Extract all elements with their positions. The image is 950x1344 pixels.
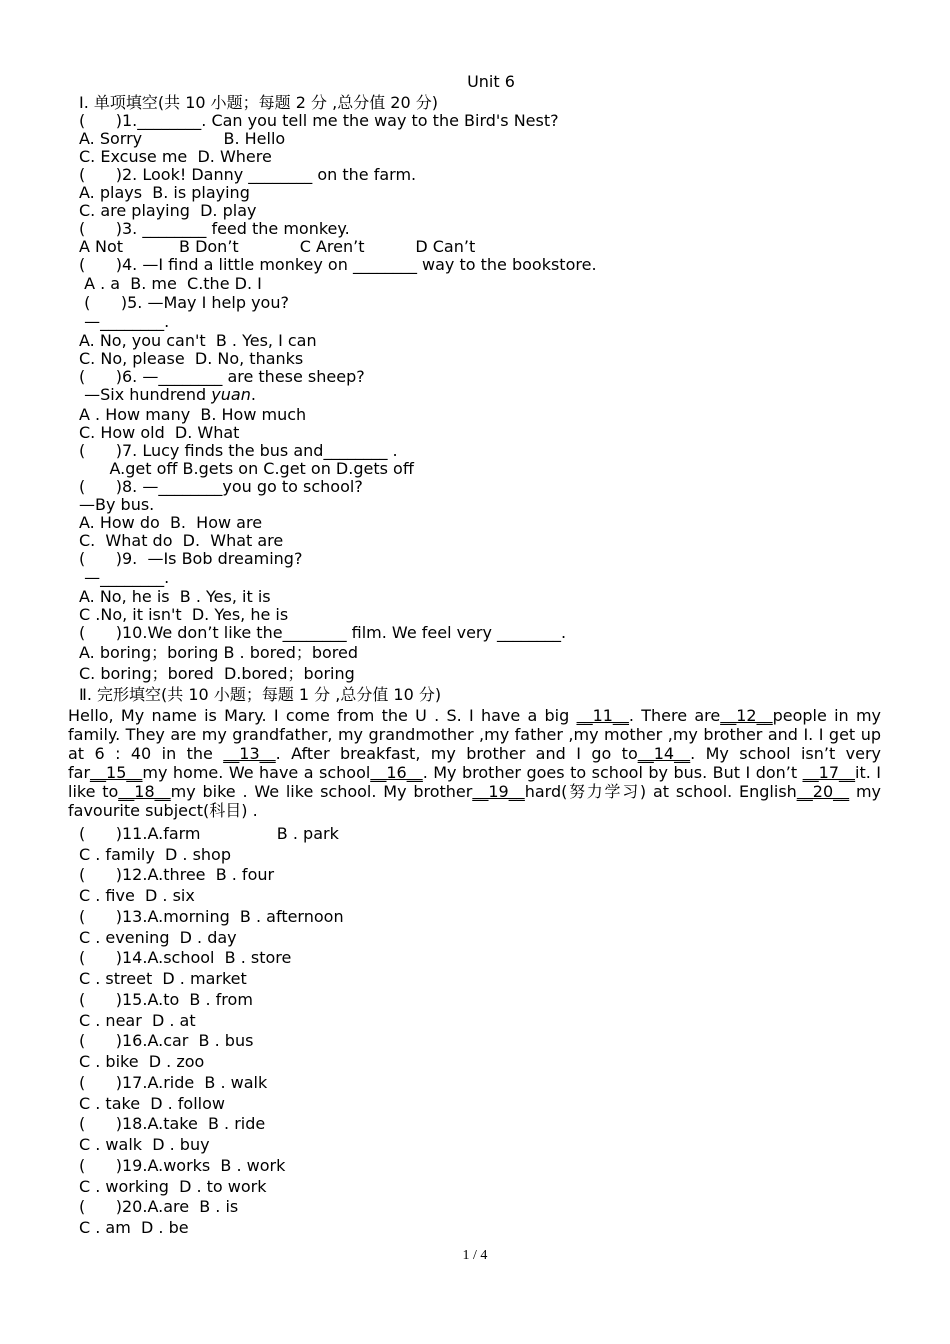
- option-line: C . five D . six: [79, 886, 195, 905]
- option-line: C . street D . market: [79, 969, 247, 988]
- question-line: ( )7. Lucy finds the bus and________ .: [79, 441, 398, 460]
- question-line: ( )6. —________ are these sheep?: [79, 367, 365, 386]
- question-line: ( )11.A.farm B . park: [79, 824, 339, 843]
- page-title: Unit 6: [467, 72, 515, 91]
- answer-line: —By bus.: [79, 495, 155, 514]
- passage-text: people in my family. They are my grandfather, my grandmother ,my father ,my mother ,my brother and I. I get up at 6 : 40 in the: [68, 706, 882, 763]
- option-line: C . working D . to work: [79, 1177, 267, 1196]
- option-line: C . am D . be: [79, 1218, 189, 1237]
- option-line: C . evening D . day: [79, 928, 237, 947]
- question-line: ( )13.A.morning B . afternoon: [79, 907, 344, 926]
- option-line: A. How do B. How are: [79, 513, 263, 532]
- passage-text: Hello, My name is Mary. I come from the U . S. I have a big: [68, 706, 577, 725]
- question-line: ( )3. ________ feed the monkey.: [79, 219, 350, 238]
- question-line: ( )20.A.are B . is: [79, 1197, 239, 1216]
- passage-text: my favourite subject(科目) .: [68, 782, 882, 820]
- passage-text: . My school isn’t very far: [68, 744, 882, 782]
- question-line: ( )17.A.ride B . walk: [79, 1073, 268, 1092]
- option-line: C. boring；bored D.bored；boring: [79, 664, 355, 683]
- question-line: ( )4. —I find a little monkey on ________ way to the bookstore.: [79, 255, 597, 274]
- yuan-word: yuan: [211, 385, 251, 404]
- blank-17: __17__: [802, 763, 855, 782]
- passage-text: it. I like to: [68, 763, 881, 801]
- answer-text: —Six hundrend: [79, 385, 212, 404]
- page-number: 1 / 4: [462, 1248, 488, 1263]
- option-line: A . How many B. How much: [79, 405, 307, 424]
- section-2-header: Ⅱ. 完形填空(共 10 小题；每题 1 分 ,总分值 10 分): [79, 685, 442, 704]
- question-line: ( )9. —Is Bob dreaming?: [79, 549, 303, 568]
- blank-16: __16__: [370, 763, 423, 782]
- question-line: ( )5. —May I help you?: [79, 293, 289, 312]
- option-line: C . family D . shop: [79, 845, 231, 864]
- option-line: A. Sorry B. Hello: [79, 129, 286, 148]
- option-line: A. No, he is B . Yes, it is: [79, 587, 271, 606]
- blank-13: __13__: [223, 744, 276, 763]
- section-1-header: I. 单项填空(共 10 小题；每题 2 分 ,总分值 20 分): [79, 93, 438, 112]
- blank-18: __18__: [118, 782, 171, 801]
- cloze-passage: [68, 706, 881, 820]
- question-line: ( )14.A.school B . store: [79, 948, 292, 967]
- option-line: C .No, it isn't D. Yes, he is: [79, 605, 289, 624]
- question-line: ( )15.A.to B . from: [79, 990, 253, 1009]
- blank-14: __14__: [637, 744, 691, 763]
- option-line: C. Excuse me D. Where: [79, 147, 272, 166]
- option-line: C. What do D. What are: [79, 531, 284, 550]
- option-line: C . take D . follow: [79, 1094, 225, 1113]
- blank-19: __19__: [472, 782, 525, 801]
- option-line: A Not B Don’t C Aren’t D Can’t: [79, 237, 476, 256]
- question-line: ( )18.A.take B . ride: [79, 1114, 266, 1133]
- passage-text: my bike . We like school. My brother: [170, 782, 473, 801]
- blank-20: __20__: [796, 782, 850, 801]
- question-line: ( )12.A.three B . four: [79, 865, 275, 884]
- option-line: C . near D . at: [79, 1011, 196, 1030]
- answer-line: —________.: [79, 312, 170, 331]
- passage-text: . My brother goes to school by bus. But I don’t: [422, 763, 803, 782]
- blank-11: __11__: [576, 706, 629, 725]
- option-line: A. No, you can't B . Yes, I can: [79, 331, 317, 350]
- question-line: ( )2. Look! Danny ________ on the farm.: [79, 165, 417, 184]
- option-line: C . walk D . buy: [79, 1135, 210, 1154]
- option-line: A . a B. me C.the D. I: [79, 274, 262, 293]
- option-line: C . bike D . zoo: [79, 1052, 205, 1071]
- answer-line: —________.: [79, 568, 170, 587]
- answer-line: [79, 386, 256, 404]
- passage-text: my home. We have a school: [142, 763, 371, 782]
- blank-12: __12__: [720, 706, 773, 725]
- option-line: A. plays B. is playing: [79, 183, 250, 202]
- option-line: C. are playing D. play: [79, 201, 257, 220]
- passage-text: hard(努力学习) at school. English: [524, 782, 797, 801]
- option-line: A. boring；boring B . bored；bored: [79, 643, 359, 662]
- question-line: ( )8. —________you go to school?: [79, 477, 363, 496]
- option-line: C. How old D. What: [79, 423, 240, 442]
- question-line: ( )16.A.car B . bus: [79, 1031, 254, 1050]
- question-line: ( )19.A.works B . work: [79, 1156, 286, 1175]
- option-line: A.get off B.gets on C.get on D.gets off: [79, 459, 414, 478]
- period-mark: .: [250, 385, 256, 404]
- passage-text: . After breakfast, my brother and I go to: [275, 744, 638, 763]
- passage-text: . There are: [628, 706, 721, 725]
- question-line: ( )10.We don’t like the________ film. We feel very ________.: [79, 623, 567, 642]
- blank-15: __15__: [90, 763, 143, 782]
- option-line: C. No, please D. No, thanks: [79, 349, 304, 368]
- question-line: ( )1.________. Can you tell me the way to the Bird's Nest?: [79, 111, 559, 130]
